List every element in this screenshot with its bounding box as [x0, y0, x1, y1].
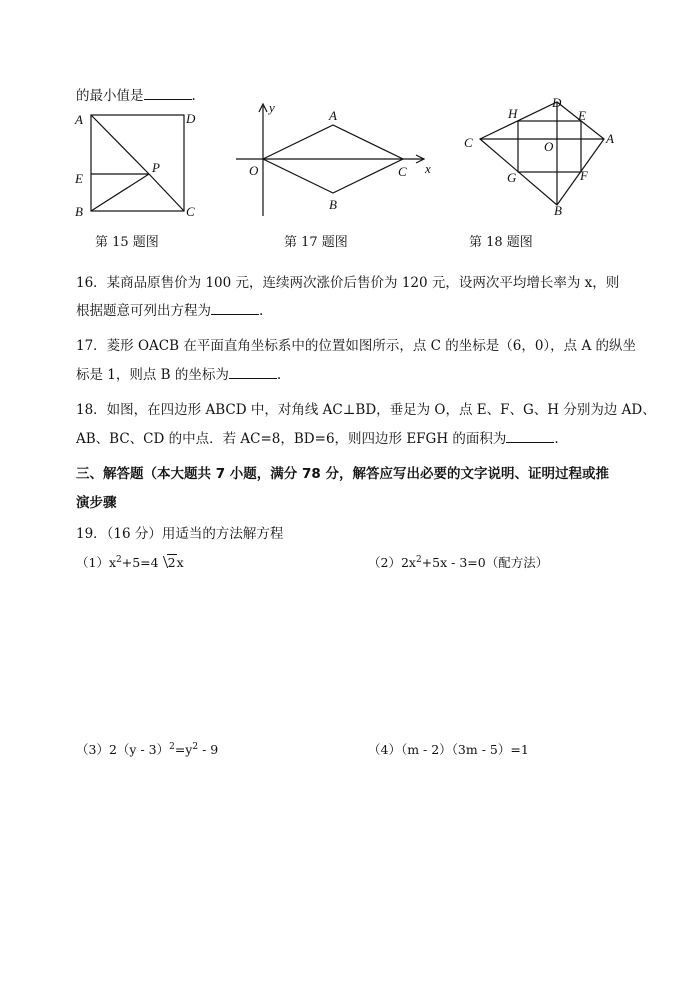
- label-B: B: [329, 197, 337, 212]
- period: .: [259, 303, 264, 319]
- period: .: [276, 367, 282, 383]
- exponent: 2: [169, 741, 175, 752]
- answer-blank[interactable]: [229, 366, 277, 379]
- part1-pre: （1）x: [76, 555, 117, 570]
- part3-mid: =y: [174, 742, 193, 757]
- label-x: x: [425, 161, 431, 176]
- q19-part2: [368, 553, 548, 571]
- label-E: E: [75, 171, 83, 186]
- label-B: B: [554, 203, 562, 218]
- part1-post: x: [176, 555, 184, 570]
- segment-BP: [91, 174, 149, 211]
- q18-line2: [76, 427, 559, 447]
- caption-figure-15: 第 15 题图: [95, 235, 159, 250]
- label-B: B: [75, 204, 83, 218]
- label-C: C: [464, 135, 473, 150]
- label-D: D: [552, 96, 562, 110]
- answer-blank[interactable]: [211, 302, 259, 315]
- figure-18: [456, 96, 626, 220]
- q19-title: 19．（16 分）用适当的方法解方程: [76, 526, 284, 542]
- label-O: O: [249, 163, 259, 178]
- label-H: H: [508, 106, 518, 121]
- q17-text: 标是 1，则点 B 的坐标为: [76, 367, 229, 383]
- label-A: A: [329, 108, 337, 123]
- part3-pre: （3）2（y - 3）: [76, 742, 170, 757]
- period: .: [554, 431, 559, 447]
- label-F: F: [580, 168, 588, 183]
- label-C: C: [186, 204, 195, 218]
- section-3-heading-line1: 三、解答题（本大题共 7 小题，满分 78 分，解答应写出必要的文字说明、证明过程或推: [76, 466, 609, 482]
- label-A: A: [606, 131, 614, 146]
- q16-text: 根据题意可列出方程为: [76, 303, 211, 319]
- q17-line1: 17．菱形 OACB 在平面直角坐标系中的位置如图所示，点 C 的坐标是（6，0），点 A 的纵坐: [76, 338, 636, 354]
- exponent: 2: [415, 554, 422, 565]
- label-A: A: [75, 112, 83, 127]
- q18-text: AB、BC、CD 的中点．若 AC=8，BD=6，则四边形 EFGH 的面积为: [76, 431, 507, 447]
- label-P: P: [152, 160, 160, 175]
- caption-figure-17: 第 17 题图: [284, 235, 348, 250]
- q19-part1: [76, 553, 184, 571]
- section-3-heading-line2: 演步骤: [76, 495, 117, 511]
- part3-post: - 9: [198, 742, 219, 757]
- radicand: 2: [167, 555, 176, 570]
- label-G: G: [507, 170, 517, 185]
- answer-blank[interactable]: [506, 430, 554, 443]
- exponent: 2: [192, 741, 199, 752]
- part2-post: +5x - 3=0（配方法）: [421, 555, 549, 570]
- part1-mid: +5=4: [121, 555, 159, 570]
- part2-pre: （2）2x: [368, 555, 416, 570]
- q18-line1: 18．如图，在四边形 ABCD 中，对角线 AC⊥BD，垂足为 O，点 E、F、G、H 分别为边 AD、: [76, 402, 656, 418]
- exponent: 2: [116, 554, 122, 565]
- q19-part4: （4）（m - 2）（3m - 5）=1: [368, 742, 529, 757]
- segment-PC: [149, 174, 184, 211]
- label-O: O: [544, 139, 554, 154]
- answer-blank[interactable]: [144, 87, 192, 100]
- figure-17: [232, 100, 442, 218]
- q17-line2: [76, 363, 281, 383]
- q15-tail: [76, 84, 196, 104]
- sqrt-symbol: [159, 555, 177, 570]
- q16-line2: [76, 299, 263, 319]
- figure-15: [70, 106, 210, 218]
- q16-line1: 16．某商品原售价为 100 元，连续两次涨价后售价为 120 元，设两次平均增长率为 x，则: [76, 275, 620, 291]
- label-y: y: [269, 100, 275, 115]
- period: .: [191, 88, 196, 104]
- segment-AP: [91, 115, 149, 174]
- label-C: C: [398, 164, 407, 179]
- label-D: D: [186, 111, 196, 126]
- q19-part3: [76, 740, 218, 758]
- q15-tail-text: 的最小值是: [76, 88, 144, 104]
- label-E: E: [578, 108, 586, 123]
- caption-figure-18: 第 18 题图: [469, 235, 533, 250]
